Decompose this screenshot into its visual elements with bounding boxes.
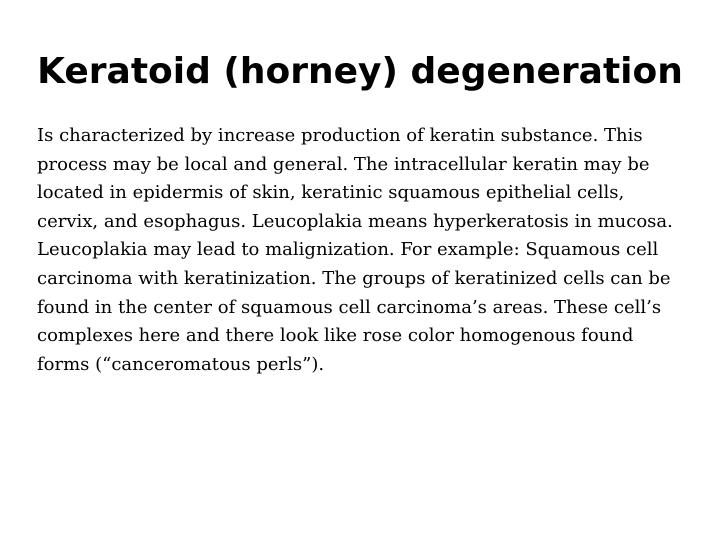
slide-title: Keratoid (horney) degeneration xyxy=(37,51,683,92)
slide-body-text: Is characterized by increase production of keratin substance. This process may be local and general. The intracellular keratin may be located in epidermis of skin, keratinic squamous epithelial cells, cervix, and esophagus. Leucoplakia means hyperkeratosis in mucosa. Leucoplakia may lead to malignization. For example: Squamous cell carcinoma with keratinization. The groups of keratinized cells can be found in the center of squamous cell carcinoma’s areas. These cell’s complexes here and there look like rose color homogenous found forms (“canceromatous perls”). xyxy=(37,125,673,375)
